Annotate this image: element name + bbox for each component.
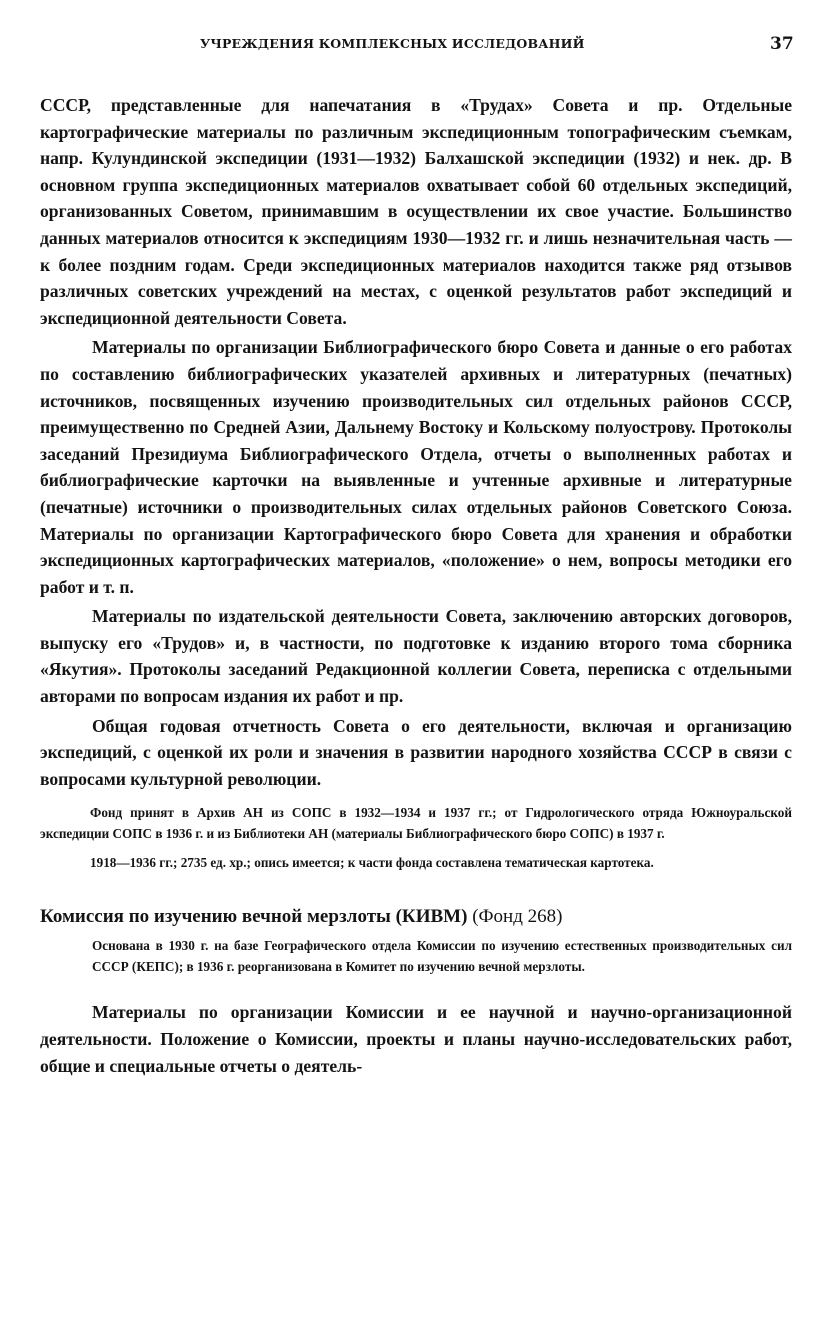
- section-heading: [40, 905, 792, 929]
- section-paragraph: Материалы по организации Комиссии и ее научной и научно-организационной деятельности. Положение о Комиссии, проекты и планы научно-исследовательских работ, общие и специальные отчеты о деятель-: [40, 1002, 792, 1076]
- page-body: [40, 92, 792, 1079]
- paragraph-annual-reporting: Общая годовая отчетность Совета о его деятельности, включая и организацию экспедиций, с оценкой их роли и значения в развитии народного хозяйства СССР в связи с вопросами культурной революции.: [40, 715, 792, 789]
- paragraph-publishing: Материалы по издательской деятельности Совета, заключению авторских договоров, выпуску его «Трудов» и, в частности, по подготовке к изданию второго тома сборника «Якутия». Протоколы заседаний Редакционной коллегии Совета, переписка с отдельными авторами по вопросам издания их работ и пр.: [40, 606, 792, 707]
- section-description: Основана в 1930 г. на базе Географического отдела Комиссии по изучению естественных производительных сил СССР (КЕПС); в 1936 г. реорганизована в Комитет по изучению вечной мерзлоты.: [92, 938, 792, 975]
- paragraph-continuation: СССР, представленные для напечатания в «Трудах» Совета и пр. Отдельные картографические материалы по различным экспедиционным топографическим съемкам, напр. Кулундинской экспедиции (1931—1932) Балхашской экспедиции (1932) и нек. др. В основном группа экспедиционных материалов охватывает собой 60 отдельных экспедиций, организованных Советом, принимавшим в осуществлении их свое участие. Большинство данных материалов относится к экспедициям 1930—1932 гг. и лишь незначительная часть — к более поздним годам. Среди экспедиционных материалов находится также ряд отзывов различных советских учреждений на местах, с оценкой результатов работ экспедиций и экспедиционной деятельности Совета.: [40, 95, 792, 328]
- fund-acquisition-note: Фонд принят в Архив АН из СОПС в 1932—1934 и 1937 гг.; от Гидрологического отряда Южноуральской экспедиции СОПС в 1936 г. и из Библиотеки АН (материалы Библиографического бюро СОПС) в 1937 г.: [40, 805, 792, 842]
- paragraph-bibliographic-bureau: Материалы по организации Библиографического бюро Совета и данные о его работах по составлению библиографических указателей архивных и литературных (печатных) источников, посвященных изучению производительных сил отдельных районов СССР, преимущественно по Средней Азии, Дальнему Востоку и Кольскому полуострову. Протоколы заседаний Президиума Библиографического Отдела, отчеты о выполненных работах и библиографические карточки на выявленные и учтенные архивные и литературные (печатные) источники о производительных силах отдельных районов Советского Союза. Материалы по организации Картографического бюро Совета для хранения и обработки экспедиционных картографических материалов, «положение» о нем, вопросы методики его работ и т. п.: [40, 337, 792, 597]
- page-number: 37: [770, 34, 794, 54]
- section-fund-number: (Фонд 268): [472, 906, 563, 928]
- running-head: УЧРЕЖДЕНИЯ КОМПЛЕКСНЫХ ИССЛЕДОВАНИЙ: [200, 36, 585, 51]
- fund-extent-note: 1918—1936 гг.; 2735 ед. хр.; опись имеется; к части фонда составлена тематическая картотека.: [90, 855, 654, 871]
- section-title: Комиссия по изучению вечной мерзлоты (КИВМ): [40, 906, 468, 928]
